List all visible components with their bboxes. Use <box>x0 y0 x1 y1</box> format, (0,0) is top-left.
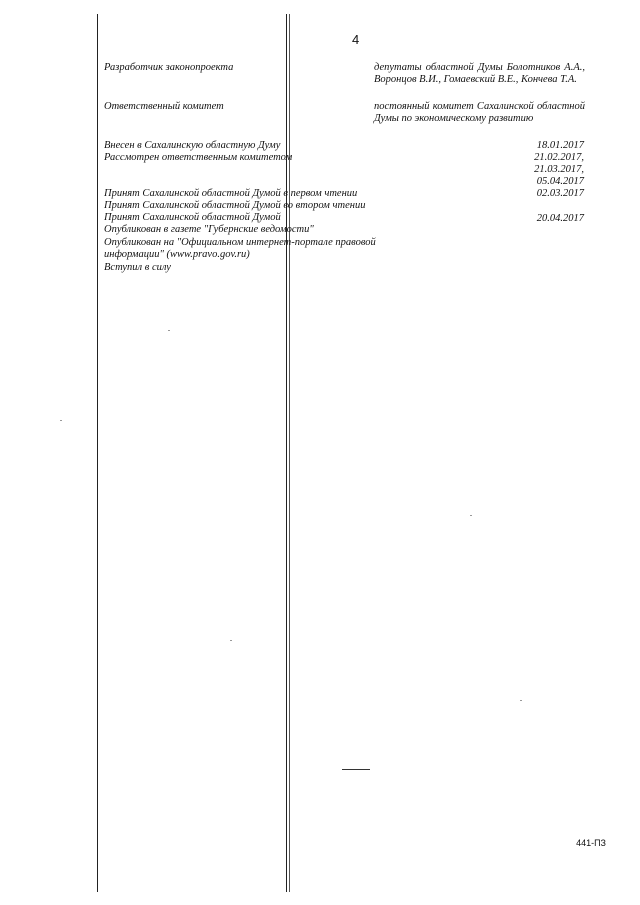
left-margin-line <box>97 14 98 892</box>
stage-label-newspaper: Опубликован в газете "Губернские ведомости" <box>104 224 314 235</box>
stage-label-portal-2: информации" (www.pravo.gov.ru) <box>104 249 250 260</box>
stage-date-submitted: 18.01.2017 <box>536 140 584 151</box>
developer-value: депутаты областной Думы Болотников А.А., Воронцов В.И., Гомаевский В.Е., Кончева Т.А. <box>374 62 585 85</box>
document-code: 441-ПЗ <box>576 838 606 848</box>
stage-date-committee-1: 21.02.2017, <box>534 152 584 163</box>
developer-label: Разработчик законопроекта <box>104 62 234 73</box>
stage-label-portal-1: Опубликован на "Официальном интернет-портале правовой <box>104 237 376 248</box>
stage-label-in-force: Вступил в силу <box>104 262 171 273</box>
center-rule-line-secondary <box>289 14 290 892</box>
committee-value: постоянный комитет Сахалинской областной Думы по экономическому развитию <box>374 101 585 124</box>
stage-date-first-reading: 02.03.2017 <box>536 188 584 199</box>
stage-label-second-reading: Принят Сахалинской областной Думой во втором чтении <box>104 200 366 211</box>
scan-speck <box>520 700 522 701</box>
scan-dash-mark <box>342 769 370 770</box>
stage-label-committee: Рассмотрен ответственным комитетом <box>104 152 293 163</box>
scan-speck <box>60 420 62 421</box>
scan-speck <box>168 330 170 331</box>
center-rule-line <box>286 14 287 892</box>
committee-label: Ответственный комитет <box>104 101 224 112</box>
scan-speck <box>470 515 472 516</box>
stage-label-submitted: Внесен в Сахалинскую областную Думу <box>104 140 281 151</box>
page-number: 4 <box>352 32 360 47</box>
stage-date-adopted: 20.04.2017 <box>536 213 584 224</box>
stage-date-committee-3: 05.04.2017 <box>536 176 584 187</box>
stage-label-adopted: Принят Сахалинской областной Думой <box>104 212 281 223</box>
scan-speck <box>230 640 232 641</box>
stage-date-committee-2: 21.03.2017, <box>534 164 584 175</box>
stage-label-first-reading: Принят Сахалинской областной Думой в первом чтении <box>104 188 358 199</box>
